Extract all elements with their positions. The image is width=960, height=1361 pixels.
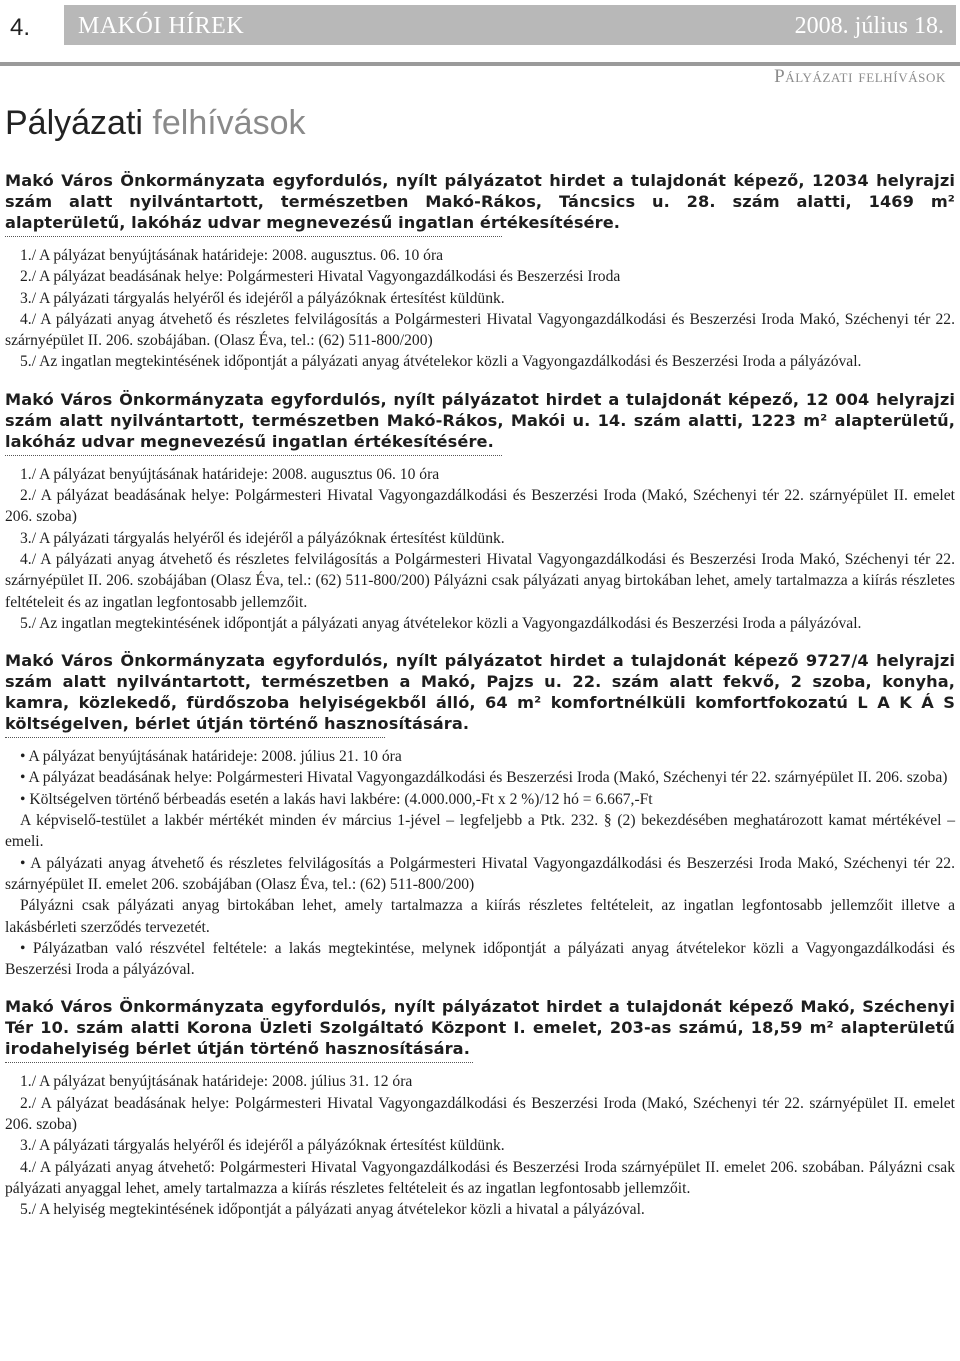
dotted-rule: [5, 236, 502, 237]
page-title-part1: Pályázati: [5, 104, 143, 142]
notice-item: 1./ A pályázat benyújtásának határideje: 2008. augusztus 06. 10 óra: [20, 465, 440, 483]
dotted-rule: [5, 455, 502, 456]
notice-item: 5./ A helyiség megtekintésének időpontját a pályázati anyag átvételekor közli a hivatal a pályázóval.: [20, 1201, 645, 1219]
notice-heading: Makó Város Önkormányzata egyfordulós, nyílt pályázatot hirdet a tulajdonát képező Makó, Széchenyi Tér 10. szám alatti Korona Üzleti Szolgáltató Központ I. emelet, 203-as számú, 18,59 m² alapterületű irodahelyiség bérlet útján történő hasznosítására.: [5, 997, 955, 1059]
notice-item: 3./ A pályázati tárgyalás helyéről és idejéről a pályázóknak értesítést küldünk.: [20, 529, 505, 547]
notice-item: Pályázni csak pályázati anyag birtokában lehet, amely tartalmazza a kiírás részletes feltételeit, az ingatlan legfontosabb jellemzőit illetve a lakásbérleti szerződés tervezetét.: [5, 897, 955, 936]
notice-item: 4./ A pályázati anyag átvehető: Polgármesteri Hivatal Vagyongazdálkodási és Beszerzési Iroda szárnyépület II. emelet 206. szobában. Pályázni csak pályázati anyaggal lehet, amely tartalmazza a kiírás részletes feltételeit és az ingatlan legfontosabb jellemzőit.: [5, 1158, 955, 1197]
notice-item: 4./ A pályázati anyag átvehető és részletes felvilágosítás a Polgármesteri Hivatal Vagyongazdálkodási és Beszerzési Iroda Makó, Széchenyi tér 22. szárnyépület II. 206. szobájában (Olasz Éva, tel.: (62) 511-800/200) Pályázni csak pályázati anyag birtokában lehet, amely tartalmazza a kiírás részletes feltételeit és az ingatlan legfontosabb jellemzőit.: [5, 550, 955, 611]
page-title-part2: felhívások: [152, 104, 306, 142]
notice-4: [5, 996, 955, 1220]
notice-item: 5./ Az ingatlan megtekintésének időpontját a pályázati anyag átvételekor közli a Vagyongazdálkodási és Beszerzési Iroda a pályázóval.: [20, 353, 862, 371]
publication-date: 2008. július 18.: [794, 13, 944, 39]
notice-heading: Makó Város Önkormányzata egyfordulós, nyílt pályázatot hirdet a tulajdonát képező, 12 004 helyrajzi szám alatt nyilvántartott, természetben Makó-Rákos, Makói u. 14. szám alatti, 1223 m² alapterületű, lakóház udvar megnevezésű ingatlan értékesítésére.: [5, 389, 955, 451]
notice-item: 5./ Az ingatlan megtekintésének időpontját a pályázati anyag átvételekor közli a Vagyongazdálkodási és Beszerzési Iroda a pályázóval.: [20, 614, 862, 632]
notice-item: • A pályázat benyújtásának határideje: 2008. július 21. 10 óra: [20, 748, 402, 766]
notice-item: 2./ A pályázat beadásának helye: Polgármesteri Hivatal Vagyongazdálkodási és Beszerzési Iroda: [20, 268, 621, 286]
notice-item: 3./ A pályázati tárgyalás helyéről és idejéről a pályázóknak értesítést küldünk.: [20, 1137, 505, 1155]
notice-2: [5, 389, 955, 634]
notice-item: • A pályázati anyag átvehető és részletes felvilágosítás a Polgármesteri Hivatal Vagyongazdálkodási és Beszerzési Iroda Makó, Széchenyi tér 22. szárnyépület II. emelet 206. szobájában (Olasz Éva, tel.: (62) 511-800/200): [5, 854, 955, 893]
page-title: [5, 104, 306, 143]
dotted-rule: [5, 737, 385, 738]
page-header: [0, 0, 960, 52]
notice-item: 3./ A pályázati tárgyalás helyéről és idejéről a pályázóknak értesítést küldünk.: [20, 289, 505, 307]
notice-item: • Pályázatban való részvétel feltétele: a lakás megtekintése, melynek időpontját a pályázati anyag átvételekor közli a Vagyongazdálkodási és Beszerzési Iroda a pályázóval.: [5, 939, 955, 979]
notice-item: 1./ A pályázat benyújtásának határideje: 2008. augusztus. 06. 10 óra: [20, 247, 444, 264]
section-label: Pályázati felhívások: [774, 66, 946, 87]
page-number: 4.: [10, 14, 31, 41]
publication-name: MAKÓI HÍREK: [78, 13, 245, 39]
notices-content: [5, 170, 955, 1237]
notice-item: 2./ A pályázat beadásának helye: Polgármesteri Hivatal Vagyongazdálkodási és Beszerzési Iroda (Makó, Széchenyi tér 22. szárnyépület II. emelet 206. szoba): [5, 1094, 955, 1134]
notice-item: 2./ A pályázat beadásának helye: Polgármesteri Hivatal Vagyongazdálkodási és Beszerzési Iroda (Makó, Széchenyi tér 22. szárnyépület II. emelet 206. szoba): [5, 487, 955, 526]
notice-item: A képviselő-testület a lakbér mértékét minden év március 1-jével – legfeljebb a Ptk. 232. § (2) bekezdésében meghatározott kamat mértékével – emeli.: [5, 812, 955, 851]
header-bar: [64, 5, 956, 45]
notice-item: 1./ A pályázat benyújtásának határideje: 2008. július 31. 12 óra: [20, 1073, 413, 1091]
notice-1: [5, 170, 955, 373]
notice-heading: Makó Város Önkormányzata egyfordulós, nyílt pályázatot hirdet a tulajdonát képező, 12034 helyrajzi szám alatt nyilvántartott, természetben Makó-Rákos, Táncsics u. 28. szám alatti, 1469 m² alapterületű, lakóház udvar megnevezésű ingatlan értékesítésére.: [5, 171, 955, 232]
notice-item: • A pályázat beadásának helye: Polgármesteri Hivatal Vagyongazdálkodási és Beszerzési Iroda (Makó, Széchenyi tér 22. szárnyépület II. 206. szoba): [20, 769, 948, 787]
dotted-rule: [5, 1062, 473, 1063]
notice-item: • Költségelven történő bérbeadás esetén a lakás havi lakbére: (4.000.000,-Ft x 2 %)/12 hó = 6.667,-Ft: [20, 790, 653, 808]
notice-item: 4./ A pályázati anyag átvehető és részletes felvilágosítás a Polgármesteri Hivatal Vagyongazdálkodási és Beszerzési Iroda Makó, Széchenyi tér 22. szárnyépület II. 206. szobájában. (Olasz Éva, tel.: (62) 511-800/200): [5, 310, 955, 350]
notice-heading: Makó Város Önkormányzata egyfordulós, nyílt pályázatot hirdet a tulajdonát képező 9727/4 helyrajzi szám alatt nyilvántartott, természetben a Makó, Pajzs u. 22. szám alatt fekvő, 2 szoba, konyha, kamra, közlekedő, fürdőszoba helyiségekből álló, 64 m² komfortnélküli komfortfokozatú L A K Á S költségelven, bérlet útján történő hasznosítására.: [5, 651, 955, 734]
notice-3: [5, 650, 955, 980]
